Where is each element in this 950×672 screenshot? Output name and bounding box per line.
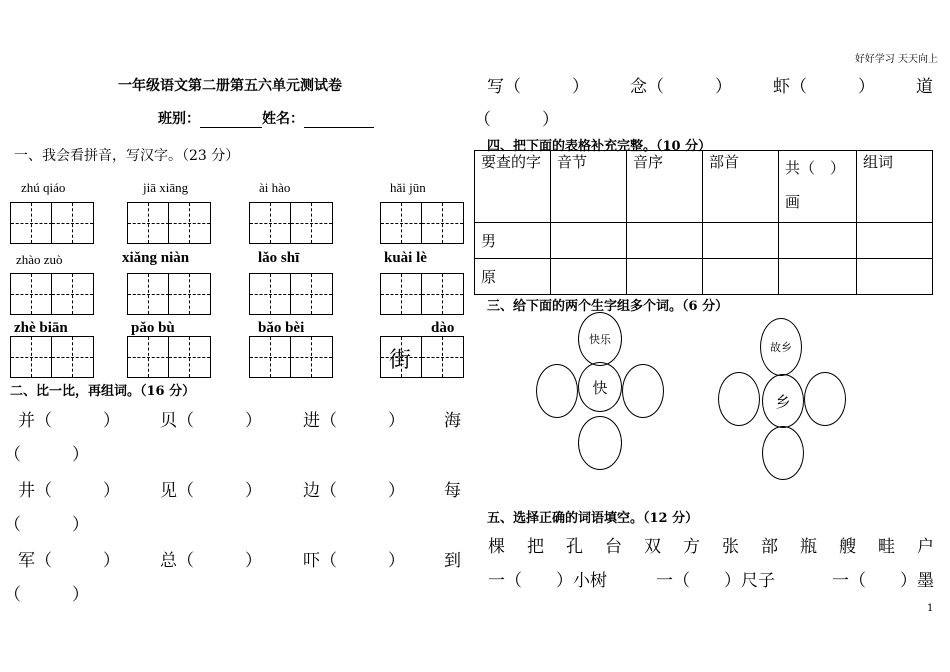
word-bank-item: 张: [722, 537, 739, 557]
prefilled-char: 街: [389, 348, 412, 373]
compare-item: 总（ ）: [160, 551, 262, 571]
table-cell[interactable]: [551, 259, 627, 295]
compare-wrap: （ ）: [474, 110, 559, 130]
table-cell[interactable]: [627, 259, 703, 295]
pinyin-label: zhè biān: [14, 320, 68, 336]
pinyin-label: kuài lè: [384, 250, 427, 266]
compare-wrap: （ ）: [4, 515, 89, 535]
compare-wrap: （ ）: [4, 585, 89, 605]
pinyin-label: lǎo shī: [258, 250, 300, 266]
word-bank-item: 台: [605, 537, 622, 557]
compare-item: 井（ ）: [18, 481, 120, 501]
table-cell[interactable]: [703, 223, 779, 259]
compare-item: 海: [444, 411, 461, 431]
compare-wrap: （ ）: [4, 445, 89, 465]
compare-item: 并（ ）: [18, 411, 120, 431]
table-cell[interactable]: [551, 223, 627, 259]
compare-item: 每: [444, 481, 461, 501]
pinyin-label: dào: [431, 320, 455, 336]
word-oval[interactable]: [578, 416, 622, 470]
class-blank[interactable]: [200, 113, 262, 128]
name-blank[interactable]: [304, 113, 374, 128]
word-bank-item: 艘: [839, 537, 856, 557]
table-header: 音序: [627, 151, 703, 223]
compare-item: 军（ ）: [18, 551, 120, 571]
word-oval-center: 快: [578, 362, 622, 412]
name-label: 姓名：: [262, 111, 304, 127]
compare-item: 道: [916, 77, 933, 97]
table-cell[interactable]: [779, 259, 857, 295]
compare-item: 贝（ ）: [160, 411, 262, 431]
table-header: 部首: [703, 151, 779, 223]
word-table: [474, 150, 933, 295]
word-bank-item: 瓶: [800, 537, 817, 557]
writing-grid[interactable]: [380, 202, 464, 244]
table-header: [779, 151, 857, 223]
compare-item: 边（ ）: [303, 481, 405, 501]
word-oval-top: 快乐: [578, 312, 622, 366]
word-bank-item: 部: [761, 537, 778, 557]
writing-grid[interactable]: [10, 273, 94, 315]
word-bank: [488, 532, 934, 557]
table-header: 组词: [857, 151, 933, 223]
word-oval[interactable]: [622, 364, 664, 418]
fill-item: 一（ ）墨: [832, 571, 934, 591]
writing-grid[interactable]: [249, 336, 333, 378]
pinyin-label: xiǎng niàn: [122, 250, 190, 266]
pinyin-label: pǎo bù: [131, 320, 175, 336]
word-oval[interactable]: [718, 372, 760, 426]
word-bank-item: 双: [644, 537, 661, 557]
section1-heading: 一、我会看拼音，写汉字。（23 分）: [14, 148, 240, 164]
writing-grid[interactable]: [249, 202, 333, 244]
section2-heading: 二、比一比，再组词。（16 分）: [10, 384, 196, 399]
pinyin-label: hǎi jūn: [390, 180, 426, 195]
table-row: [475, 259, 933, 295]
writing-grid[interactable]: [127, 202, 211, 244]
writing-grid[interactable]: [10, 202, 94, 244]
word-oval-center: 乡: [762, 374, 804, 428]
writing-grid[interactable]: [10, 336, 94, 378]
table-cell[interactable]: [703, 259, 779, 295]
word-bank-item: 畦: [878, 537, 895, 557]
table-cell[interactable]: [857, 259, 933, 295]
word-bank-item: 把: [527, 537, 544, 557]
word-oval[interactable]: [536, 364, 578, 418]
pinyin-label: zhào zuò: [16, 252, 63, 267]
page-title: 一年级语文第二册第五六单元测试卷: [118, 78, 342, 94]
table-cell[interactable]: [627, 223, 703, 259]
table-header: 音节: [551, 151, 627, 223]
pinyin-label: ài hào: [259, 180, 291, 195]
pinyin-label: zhú qiáo: [21, 180, 66, 195]
page-number: 1: [927, 603, 934, 614]
class-label: 班别：: [158, 111, 200, 127]
writing-grid[interactable]: [127, 336, 211, 378]
header-slogan: 好好学习 天天向上: [854, 54, 938, 65]
table-header: 要查的字: [475, 151, 551, 223]
compare-item: 念（ ）: [630, 77, 732, 97]
compare-item: 虾（ ）: [773, 77, 875, 97]
section4-heading: 四、把下面的表格补充完整。（10 分）: [487, 139, 712, 154]
writing-grid[interactable]: [380, 273, 464, 315]
word-oval-top: 故乡: [760, 318, 802, 376]
word-bank-item: 孔: [566, 537, 583, 557]
compare-item: 吓（ ）: [303, 551, 405, 571]
fill-item: 一（ ）小树: [488, 571, 607, 591]
stroke-count-wrap: 画: [785, 193, 801, 211]
word-bank-item: 方: [683, 537, 700, 557]
table-row: [475, 223, 933, 259]
section5-heading: 五、选择正确的词语填空。（12 分）: [487, 511, 699, 526]
writing-grid[interactable]: [249, 273, 333, 315]
student-info: [158, 108, 374, 128]
pinyin-label: jiā xiāng: [143, 180, 189, 195]
table-cell[interactable]: [857, 223, 933, 259]
compare-item: 到: [444, 551, 461, 571]
word-oval[interactable]: [804, 372, 846, 426]
writing-grid[interactable]: [127, 273, 211, 315]
table-cell: 男: [475, 223, 551, 259]
pinyin-label: bǎo bèi: [258, 320, 305, 336]
section3-heading: 三、给下面的两个生字组多个词。（6 分）: [487, 299, 729, 314]
word-oval[interactable]: [762, 426, 804, 480]
fill-item: 一（ ）尺子: [656, 571, 775, 591]
word-bank-item: 户: [917, 537, 934, 557]
table-cell[interactable]: [779, 223, 857, 259]
word-bank-item: 棵: [488, 537, 505, 557]
table-cell: 原: [475, 259, 551, 295]
compare-item: 写（ ）: [487, 77, 589, 97]
compare-item: 进（ ）: [303, 411, 405, 431]
compare-item: 见（ ）: [160, 481, 262, 501]
stroke-count-label: 共（ ）: [785, 159, 846, 177]
